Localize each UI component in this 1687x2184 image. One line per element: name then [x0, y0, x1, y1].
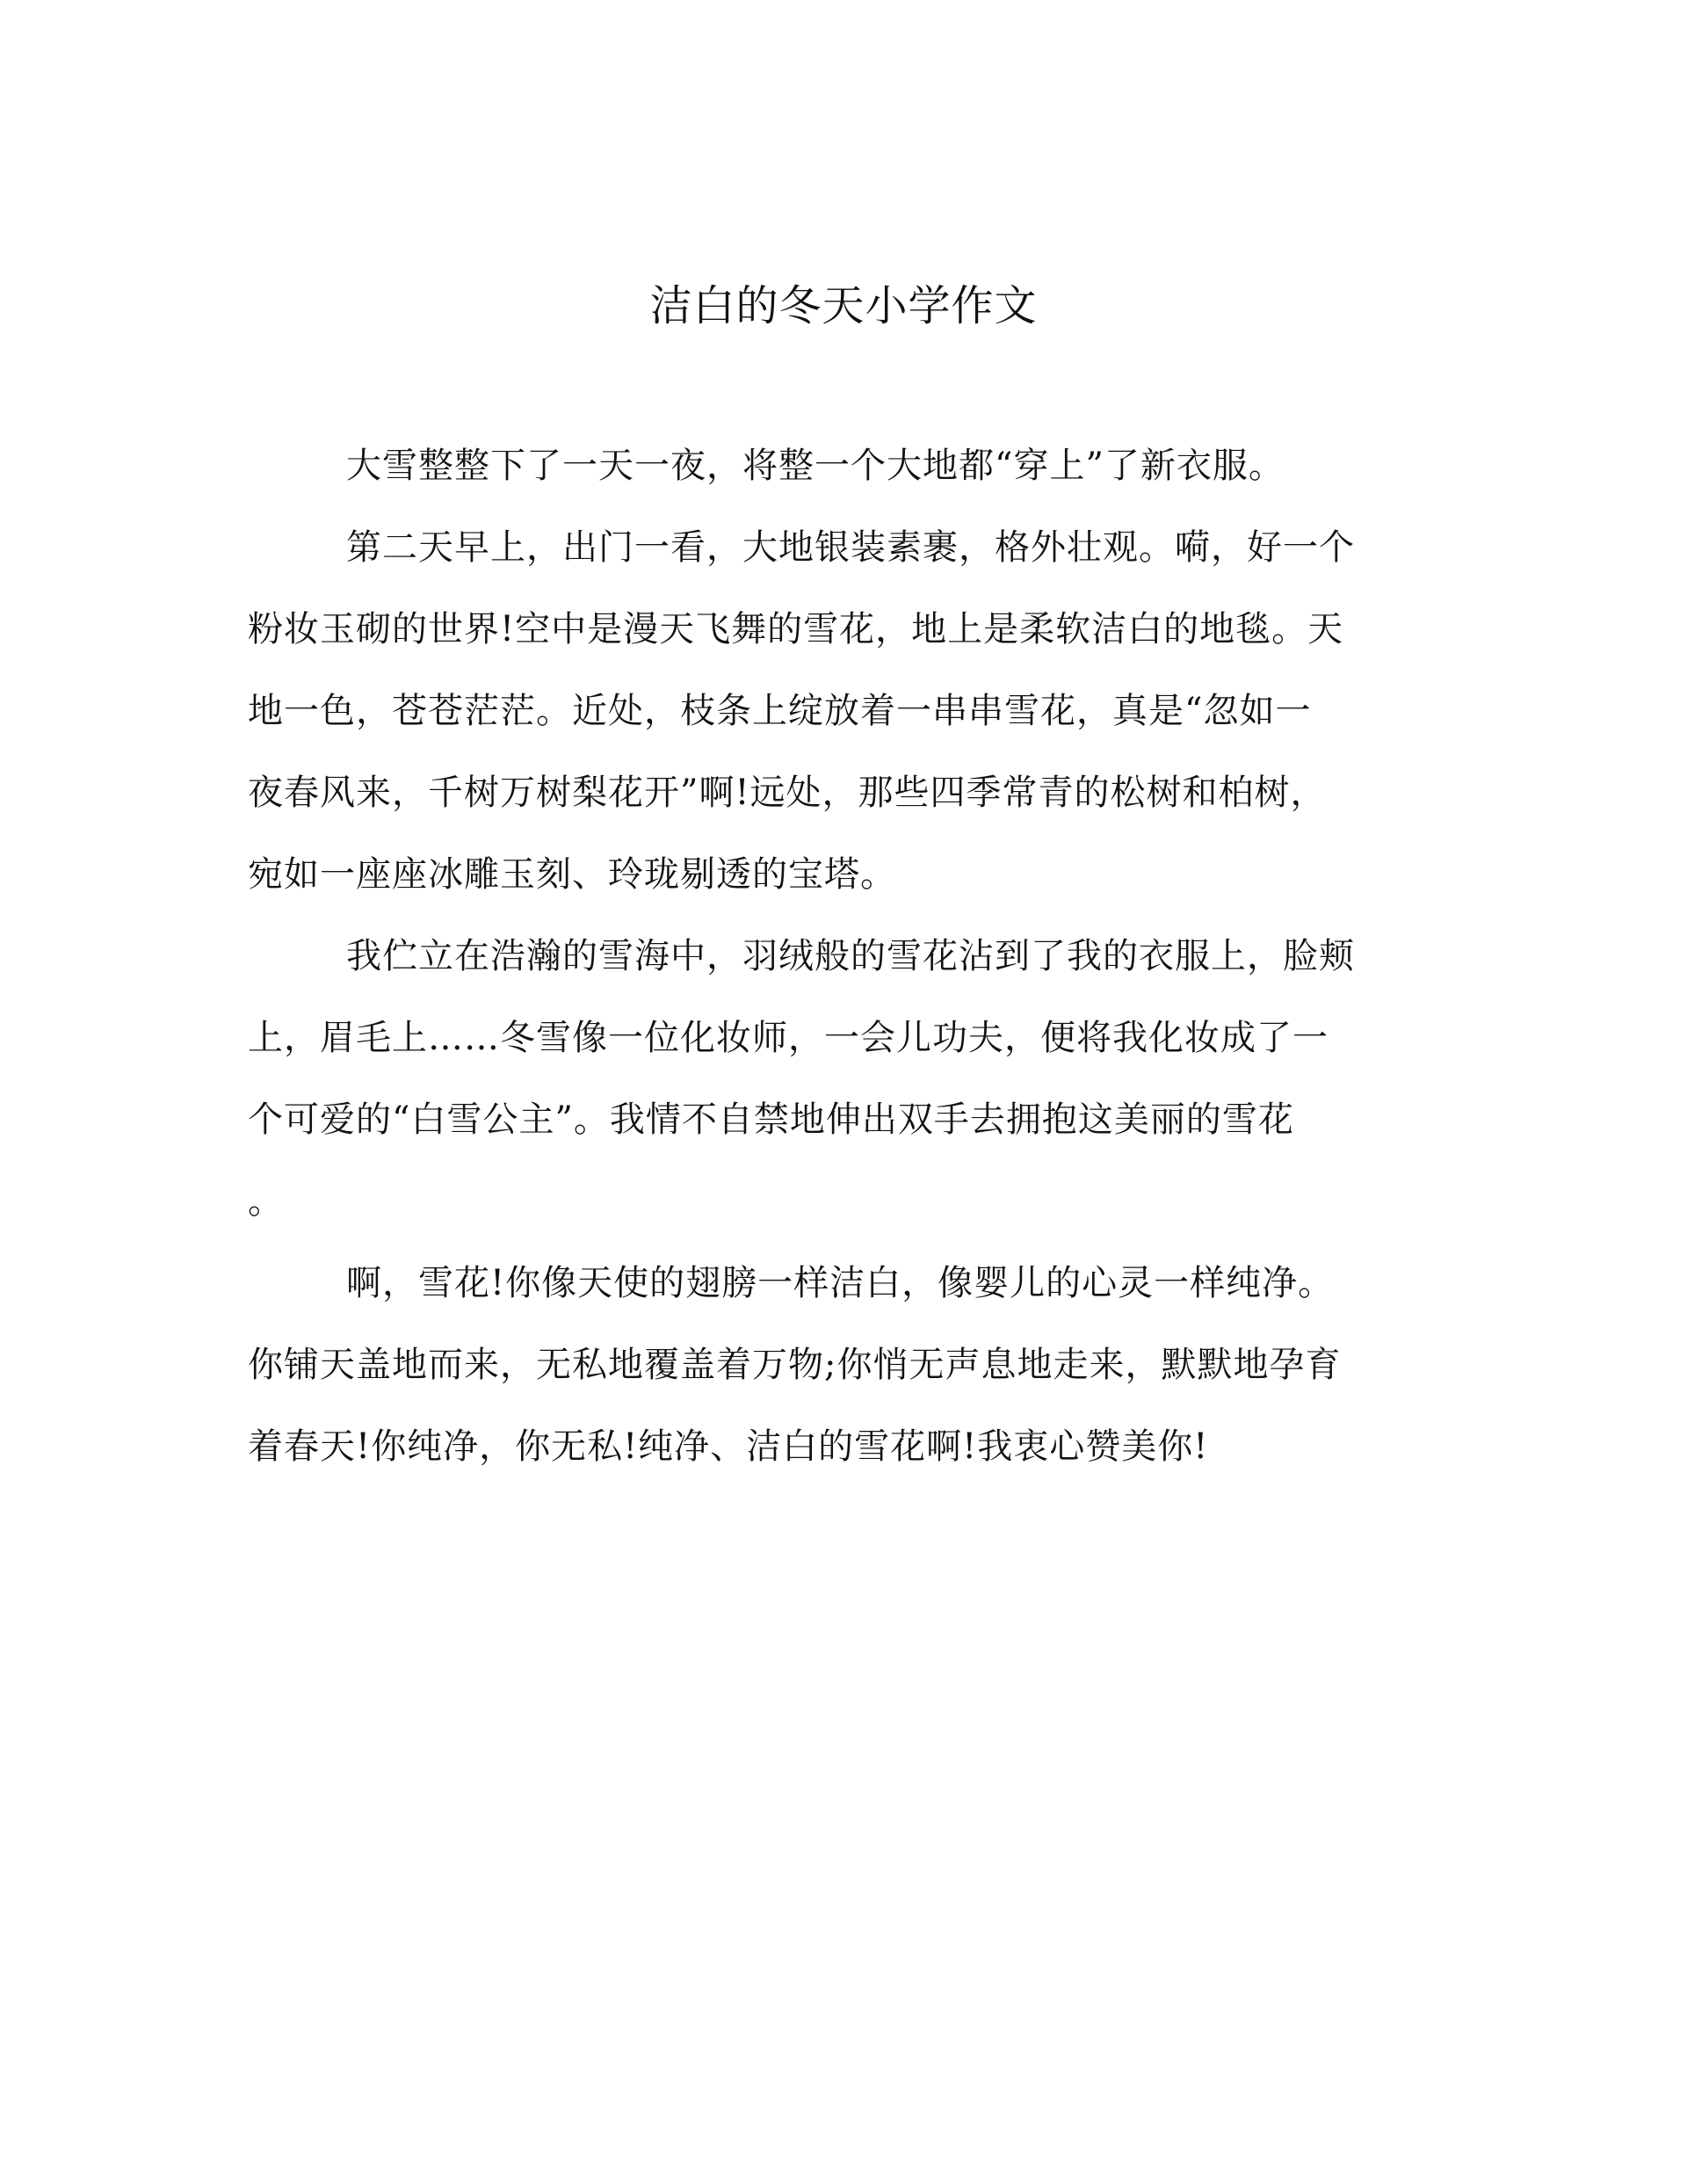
- text-line: 大雪整整下了一天一夜，将整一个大地都“穿上”了新衣服。: [346, 446, 1285, 486]
- document-title: 洁白的冬天小学作文: [649, 281, 1038, 330]
- text-line: 个可爱的“白雪公主”。我情不自禁地伸出双手去拥抱这美丽的雪花: [248, 1099, 1294, 1140]
- text-line: 。: [248, 1181, 284, 1222]
- text-line: 啊，雪花!你像天使的翅膀一样洁白，像婴儿的心灵一样纯净。: [346, 1263, 1335, 1303]
- text-line: 地一色，苍苍茫茫。近处，枝条上绽放着一串串雪花，真是“忽如一: [248, 691, 1312, 731]
- text-line: 我伫立在浩瀚的雪海中，羽绒般的雪花沾到了我的衣服上，脸颊: [346, 936, 1355, 976]
- text-line: 夜春风来，千树万树梨花开”啊!远处，那些四季常青的松树和柏树，: [248, 773, 1327, 813]
- text-line: 你铺天盖地而来，无私地覆盖着万物;你悄无声息地走来，默默地孕育: [248, 1345, 1342, 1385]
- text-line: 宛如一座座冰雕玉刻、玲珑剔透的宝塔。: [248, 854, 896, 895]
- text-line: 粉妆玉砌的世界!空中是漫天飞舞的雪花，地上是柔软洁白的地毯。天: [248, 609, 1344, 649]
- text-line: 上，眉毛上……冬雪像一位化妆师，一会儿功夫，便将我化妆成了一: [248, 1018, 1329, 1058]
- text-line: 着春天!你纯净，你无私!纯净、洁白的雪花啊!我衷心赞美你!: [248, 1426, 1209, 1467]
- document-body: [248, 435, 1425, 1498]
- text-line: 第二天早上，出门一看，大地银装素裹，格外壮观。嗬，好一个: [346, 527, 1355, 568]
